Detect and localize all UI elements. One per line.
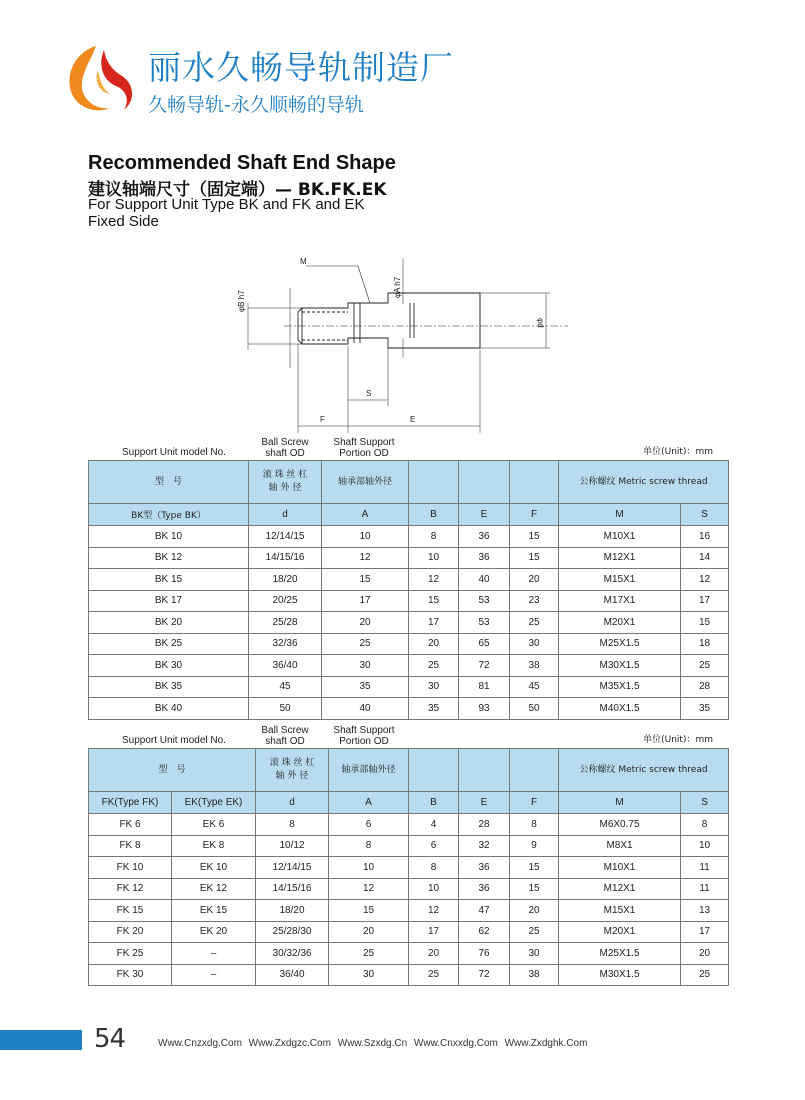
table-cell: 30/32/36 [256, 943, 329, 965]
header-thread: 公称螺纹 Metric screw thread [559, 461, 729, 504]
table-cell: M12X1 [559, 878, 681, 900]
table-cell: EK 10 [172, 857, 256, 879]
table-row [89, 900, 729, 922]
table-row [89, 878, 729, 900]
table-cell: 62 [459, 921, 510, 943]
table-cell: 36 [459, 526, 510, 548]
table-cell: 36/40 [249, 655, 322, 677]
label-s: S [366, 389, 372, 398]
header-empty [459, 461, 510, 504]
section-subtitle [88, 196, 365, 230]
table-cell: 36 [459, 547, 510, 569]
subtitle-line-1: For Support Unit Type BK and FK and EK [88, 196, 365, 213]
table-cell: 30 [409, 676, 459, 698]
table-cell: EK 6 [172, 814, 256, 836]
table-cell: 8 [409, 526, 459, 548]
table-cell: 20 [681, 943, 729, 965]
table-cell: 25 [322, 633, 409, 655]
table-cell: 15 [510, 878, 559, 900]
ball-screw-caption-1: Ball Screw [261, 725, 309, 736]
table-cell: BK 30 [89, 655, 249, 677]
table-cell: FK 6 [89, 814, 172, 836]
header-model-cn: 型 号 [89, 749, 256, 792]
table-cell: 10 [409, 547, 459, 569]
table-cell: M10X1 [559, 526, 681, 548]
table-cell: 15 [322, 569, 409, 591]
table-cell: 12 [322, 547, 409, 569]
table-cell: 14/15/16 [256, 878, 329, 900]
table-cell: 20 [329, 921, 409, 943]
table-cell: 12 [329, 878, 409, 900]
table-cell: 30 [329, 964, 409, 986]
table-row [89, 612, 729, 634]
table-cell: 81 [459, 676, 510, 698]
table-cell: 8 [681, 814, 729, 836]
shaft-support-caption-1: Shaft Support [333, 725, 395, 736]
table-header-row [89, 461, 729, 504]
header-s: S [681, 792, 729, 814]
section-title-cn: 建议轴端尺寸（固定端）— BK.FK.EK [88, 180, 387, 200]
table-cell: 25/28 [249, 612, 322, 634]
table-row [89, 835, 729, 857]
model-caption: Support Unit model No. [122, 447, 226, 458]
table-cell: 45 [249, 676, 322, 698]
table-cell: 15 [510, 526, 559, 548]
table-cell: 50 [510, 698, 559, 720]
header-empty [459, 749, 510, 792]
table-cell: 15 [510, 857, 559, 879]
table-cell: M20X1 [559, 612, 681, 634]
table-cell: 10 [681, 835, 729, 857]
table-cell: 20 [322, 612, 409, 634]
header-m: M [559, 504, 681, 526]
table-cell: 20/25 [249, 590, 322, 612]
table-cell: 18/20 [256, 900, 329, 922]
table-cell: 17 [409, 921, 459, 943]
header-empty [409, 461, 459, 504]
table-cell: BK 10 [89, 526, 249, 548]
table-cell: M17X1 [559, 590, 681, 612]
table-row [89, 857, 729, 879]
table-cell: 12 [409, 569, 459, 591]
header-s: S [681, 504, 729, 526]
table-cell: 18/20 [249, 569, 322, 591]
shaft-end-diagram [228, 248, 578, 438]
table-cell: 30 [510, 633, 559, 655]
table-cell: EK 12 [172, 878, 256, 900]
table-cell: 35 [322, 676, 409, 698]
table-cell: 40 [322, 698, 409, 720]
table-cell: FK 30 [89, 964, 172, 986]
footer-websites: Www.Cnzxdg.Com Www.Zxdgzc.Com Www.Szxdg.Cn Www.Cnxxdg.Com Www.Zxdghk.Com [158, 1038, 588, 1049]
fk-table-captions [88, 722, 713, 748]
header-d: d [256, 792, 329, 814]
label-f: F [320, 415, 325, 424]
table-cell: 25 [681, 655, 729, 677]
table-cell: 9 [510, 835, 559, 857]
header-ball-screw-cn-1: 滚 珠 丝 杠 [262, 470, 308, 480]
table-cell: FK 10 [89, 857, 172, 879]
table-cell: – [172, 964, 256, 986]
table-subheader-row [89, 504, 729, 526]
table-cell: M25X1.5 [559, 943, 681, 965]
header-e: E [459, 504, 510, 526]
table-cell: 32/36 [249, 633, 322, 655]
table-cell: – [172, 943, 256, 965]
table-cell: 17 [409, 612, 459, 634]
table-cell: 17 [681, 921, 729, 943]
header-m: M [559, 792, 681, 814]
table-row [89, 590, 729, 612]
table-cell: BK 17 [89, 590, 249, 612]
table-cell: 36 [459, 878, 510, 900]
table-cell: 20 [510, 900, 559, 922]
label-e: E [410, 415, 416, 424]
company-name: 丽水久畅导轨制造厂 [148, 48, 454, 87]
table-cell: FK 25 [89, 943, 172, 965]
table-cell: M35X1.5 [559, 676, 681, 698]
table-cell: 53 [459, 590, 510, 612]
bk-table-captions [88, 434, 713, 460]
company-slogan: 久畅导轨-永久顺畅的导轨 [148, 94, 364, 116]
table-cell: 50 [249, 698, 322, 720]
table-cell: M15X1 [559, 569, 681, 591]
header-b: B [409, 504, 459, 526]
ball-screw-caption-2: shaft OD [265, 736, 305, 747]
table-cell: M30X1.5 [559, 655, 681, 677]
table-cell: 72 [459, 964, 510, 986]
table-cell: 11 [681, 878, 729, 900]
table-row [89, 547, 729, 569]
section-title-en: Recommended Shaft End Shape [88, 152, 396, 174]
header-bearing-cn: 轴承部轴外径 [322, 461, 409, 504]
fk-table-block [88, 722, 713, 986]
table-cell: 23 [510, 590, 559, 612]
table-cell: 14/15/16 [249, 547, 322, 569]
header-e: E [459, 792, 510, 814]
table-row [89, 676, 729, 698]
table-cell: 20 [510, 569, 559, 591]
table-cell: 10/12 [256, 835, 329, 857]
table-cell: 12/14/15 [256, 857, 329, 879]
table-cell: 20 [409, 633, 459, 655]
table-cell: 20 [409, 943, 459, 965]
table-cell: 17 [681, 590, 729, 612]
header-d: d [249, 504, 322, 526]
header-bk-type: BK型（Type BK） [89, 504, 249, 526]
table-cell: 6 [409, 835, 459, 857]
shaft-support-caption-2: Portion OD [339, 448, 389, 459]
table-cell: 28 [681, 676, 729, 698]
table-cell: 17 [322, 590, 409, 612]
page-number: 54 [94, 1024, 126, 1054]
table-cell: 4 [409, 814, 459, 836]
table-cell: M12X1 [559, 547, 681, 569]
table-cell: 10 [322, 526, 409, 548]
model-caption: Support Unit model No. [122, 735, 226, 746]
table-cell: 53 [459, 612, 510, 634]
header-ball-screw-cn-2: 轴 外 径 [268, 483, 302, 493]
header-model-cn: 型 号 [89, 461, 249, 504]
table-cell: EK 8 [172, 835, 256, 857]
table-cell: EK 20 [172, 921, 256, 943]
label-d: φd [536, 318, 545, 328]
header-ball-screw-cn [249, 461, 322, 504]
table-cell: BK 35 [89, 676, 249, 698]
shaft-support-caption [328, 725, 400, 747]
table-cell: 16 [681, 526, 729, 548]
table-cell: M30X1.5 [559, 964, 681, 986]
table-cell: BK 12 [89, 547, 249, 569]
table-cell: BK 25 [89, 633, 249, 655]
table-cell: 36/40 [256, 964, 329, 986]
table-cell: 10 [329, 857, 409, 879]
table-row [89, 921, 729, 943]
table-cell: FK 12 [89, 878, 172, 900]
header-empty [510, 749, 559, 792]
table-cell: 35 [409, 698, 459, 720]
table-cell: 30 [322, 655, 409, 677]
label-b: φB h7 [237, 290, 246, 312]
table-cell: 15 [409, 590, 459, 612]
table-cell: M20X1 [559, 921, 681, 943]
header-bearing-cn: 轴承部轴外径 [329, 749, 409, 792]
table-cell: 8 [329, 835, 409, 857]
table-cell: 8 [510, 814, 559, 836]
table-cell: M6X0.75 [559, 814, 681, 836]
table-cell: 10 [409, 878, 459, 900]
table-cell: M25X1.5 [559, 633, 681, 655]
table-cell: BK 15 [89, 569, 249, 591]
header-ball-screw-cn [256, 749, 329, 792]
table-cell: M8X1 [559, 835, 681, 857]
table-cell: 18 [681, 633, 729, 655]
table-row [89, 526, 729, 548]
table-cell: 25 [510, 612, 559, 634]
table-row [89, 655, 729, 677]
header-empty [510, 461, 559, 504]
ball-screw-caption [254, 437, 316, 459]
header-f: F [510, 792, 559, 814]
table-cell: 25/28/30 [256, 921, 329, 943]
ball-screw-caption-2: shaft OD [265, 448, 305, 459]
table-cell: 47 [459, 900, 510, 922]
header-empty [409, 749, 459, 792]
ball-screw-caption [254, 725, 316, 747]
unit-caption: 单位(Unit)：mm [643, 447, 713, 457]
label-m: M [300, 257, 307, 266]
header-ball-screw-cn-1: 滚 珠 丝 杠 [269, 758, 315, 768]
table-cell: 12 [681, 569, 729, 591]
table-cell: 76 [459, 943, 510, 965]
shaft-support-caption-1: Shaft Support [333, 437, 395, 448]
shaft-support-caption [328, 437, 400, 459]
table-cell: 38 [510, 655, 559, 677]
subtitle-line-2: Fixed Side [88, 213, 159, 230]
header-ek-type: EK(Type EK) [172, 792, 256, 814]
table-header-row [89, 749, 729, 792]
table-cell: M15X1 [559, 900, 681, 922]
table-cell: 36 [459, 857, 510, 879]
header-b: B [409, 792, 459, 814]
table-cell: 65 [459, 633, 510, 655]
table-row [89, 943, 729, 965]
table-cell: 6 [329, 814, 409, 836]
table-subheader-row [89, 792, 729, 814]
bk-dimension-table [88, 460, 729, 720]
table-cell: 11 [681, 857, 729, 879]
table-cell: EK 15 [172, 900, 256, 922]
table-cell: 15 [510, 547, 559, 569]
table-cell: 72 [459, 655, 510, 677]
table-cell: 25 [409, 655, 459, 677]
table-cell: 35 [681, 698, 729, 720]
footer-accent-bar [0, 1030, 82, 1050]
ball-screw-caption-1: Ball Screw [261, 437, 309, 448]
table-cell: 8 [256, 814, 329, 836]
header-thread: 公称螺纹 Metric screw thread [559, 749, 729, 792]
table-row [89, 633, 729, 655]
table-cell: 25 [510, 921, 559, 943]
table-cell: 38 [510, 964, 559, 986]
table-cell: 45 [510, 676, 559, 698]
company-logo-icon [58, 40, 138, 120]
table-cell: 25 [409, 964, 459, 986]
table-row [89, 569, 729, 591]
table-cell: 15 [681, 612, 729, 634]
table-cell: BK 40 [89, 698, 249, 720]
header-a: A [329, 792, 409, 814]
table-cell: 40 [459, 569, 510, 591]
table-row [89, 814, 729, 836]
unit-caption: 单位(Unit)：mm [643, 735, 713, 745]
label-a: φA h7 [393, 276, 402, 298]
table-cell: 25 [329, 943, 409, 965]
table-cell: 93 [459, 698, 510, 720]
table-cell: FK 20 [89, 921, 172, 943]
table-cell: FK 8 [89, 835, 172, 857]
table-cell: 14 [681, 547, 729, 569]
table-cell: 12 [409, 900, 459, 922]
header-fk-type: FK(Type FK) [89, 792, 172, 814]
table-row [89, 964, 729, 986]
table-cell: 8 [409, 857, 459, 879]
table-cell: M40X1.5 [559, 698, 681, 720]
fk-ek-dimension-table [88, 748, 729, 986]
shaft-support-caption-2: Portion OD [339, 736, 389, 747]
table-cell: BK 20 [89, 612, 249, 634]
table-cell: 15 [329, 900, 409, 922]
header-f: F [510, 504, 559, 526]
header-a: A [322, 504, 409, 526]
table-cell: 28 [459, 814, 510, 836]
table-cell: 12/14/15 [249, 526, 322, 548]
bk-table-block [88, 434, 713, 720]
table-cell: 32 [459, 835, 510, 857]
table-cell: 30 [510, 943, 559, 965]
header-ball-screw-cn-2: 轴 外 径 [275, 771, 309, 781]
table-cell: M10X1 [559, 857, 681, 879]
table-row [89, 698, 729, 720]
table-cell: 25 [681, 964, 729, 986]
table-cell: FK 15 [89, 900, 172, 922]
table-cell: 13 [681, 900, 729, 922]
